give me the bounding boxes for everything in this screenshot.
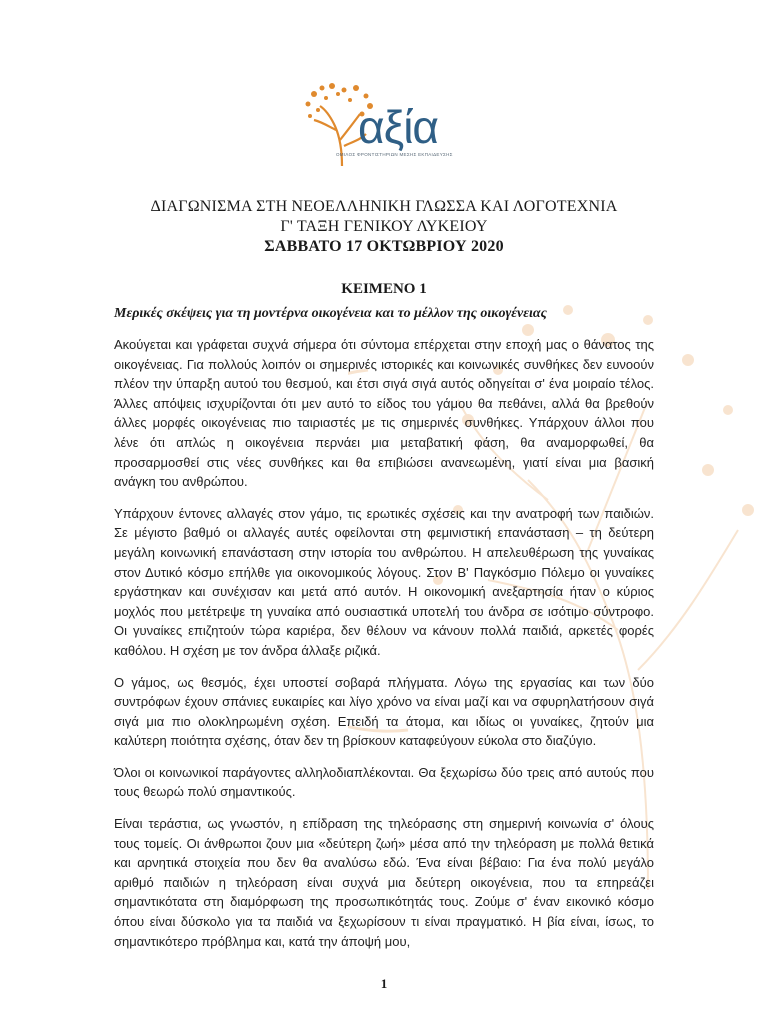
exam-title: ΔΙΑΓΩΝΙΣΜΑ ΣΤΗ ΝΕΟΕΛΛΗΝΙΚΗ ΓΛΩΣΣΑ ΚΑΙ ΛΟΓΟΤΕΧΝΙΑ xyxy=(150,198,618,215)
text-title: ΚΕΙΜΕΝΟ 1 xyxy=(341,281,427,297)
exam-class: Γ' ΤΑΞΗ ΓΕΝΙΚΟΥ ΛΥΚΕΙΟΥ xyxy=(280,218,488,235)
paragraph: Όλοι οι κοινωνικοί παράγοντες αλληλοδιαπλέκονται. Θα ξεχωρίσω δύο τρεις από αυτούς που τους θεωρώ πολύ σημαντικούς. xyxy=(114,764,654,800)
paragraph: Είναι τεράστια, ως γνωστόν, η επίδραση της τηλεόρασης στη σημερινή κοινωνία σ' όλους τους τομείς. Οι άνθρωποι ζουν μια «δεύτερη ζωή» μέσα από την τηλεόραση με πολλά θετικά και αρνητικά στοιχεία που δεν θα αναλύσω εδώ. Ένα είναι βέβαιο: Για ένα πολύ μεγάλο αριθμό παιδιών η τηλεόραση είναι συχνά μια δεύτερη οικογένεια, που τα επηρεάζει σημαντικότατα στη διαμόρφωση της προσωπικότητάς τους. Ζούμε σ' έναν εικονικό κόσμο όπου είναι δύσκολο για τα παιδιά να ξεχωρίσουν τι είναι πραγματικό. Η βία είναι, ίσως, το σημαντικότερο πρόβλημα και, κατά την άποψή μου, xyxy=(114,816,654,949)
paragraph: Ακούγεται και γράφεται συχνά σήμερα ότι σύντομα επέρχεται στην εποχή μας ο θάνατος της οικογένειας. Για πολλούς λοιπόν οι σημερινές ιστορικές και κοινωνικές συνθήκες δεν ευνοούν πλέον την ύπαρξη αυτού του θεσμού, και έτσι σιγά σιγά αυτός οδηγείται σ' ένα μοιραίο τέλος. Άλλες απόψεις ισχυρίζονται ότι μεν αυτό το είδος του γάμου θα πεθάνει, αλλά θα βρεθούν άλλες μορφές οικογένειας πιο ταιριαστές με τις σημερινές συνθήκες. Υπάρχουν άλλοι που λένε ότι απλώς η οικογένεια περνάει μια μεταβατική φάση, θα αναμορφωθεί, θα προσαρμοσθεί στις νέες συνθήκες και θα επιβιώσει ανανεωμένη, γιατί είναι μια βασική ανάγκη του ανθρώπου. xyxy=(114,337,654,490)
logo-tagline: ΟΜΙΛΟΣ ΦΡΟΝΤΙΣΤΗΡΙΩΝ ΜΕΣΗΣ ΕΚΠΑΙΔΕΥΣΗΣ xyxy=(336,152,453,157)
body-text xyxy=(114,335,654,963)
text-subtitle: Μερικές σκέψεις για τη μοντέρνα οικογένεια και το μέλλον της οικογένειας xyxy=(114,306,547,321)
logo-wordmark: αξία xyxy=(358,101,439,153)
exam-date: ΣΑΒΒΑΤΟ 17 ΟΚΤΩΒΡΙΟΥ 2020 xyxy=(264,238,504,255)
paragraph: Ο γάμος, ως θεσμός, έχει υποστεί σοβαρά πλήγματα. Λόγω της εργασίας και των δύο συντρόφων έχουν σπάνιες ευκαιρίες και λίγο χρόνο να είναι μαζί και να σφυρηλατήσουν σιγά σιγά μια πιο ολοκληρωμένη σχέση. Επειδή τα άτομα, και ιδίως οι γυναίκες, ζητούν μια καλύτερη ποιότητα σχέσης, όταν δεν τη βρίσκουν καταφεύγουν εύκολα στο διαζύγιο. xyxy=(114,674,654,749)
page-number: 1 xyxy=(380,976,388,991)
paragraph: Υπάρχουν έντονες αλλαγές στον γάμο, τις ερωτικές σχέσεις και την ανατροφή των παιδιών. Σε μέγιστο βαθμό οι αλλαγές αυτές οφείλονται στη φεμινιστική επανάσταση – τη δεύτερη μεγάλη κοινωνική επανάσταση στην ιστορία του ανθρώπου. Η απελευθέρωση της γυναίκας στον Δυτικό κόσμο επήλθε για οικονομικούς λόγους. Στον Β' Παγκόσμιο Πόλεμο οι γυναίκες εργάστηκαν και συνέχισαν και μετά από αυτόν. Η οικονομική ανεξαρτησία ήταν ο κύριος μοχλός που μετέτρεψε τη γυναίκα από ουσιαστικά υποτελή του άνδρα σε ισότιμο σύντροφο. Οι γυναίκες επιζητούν τώρα καριέρα, δεν θέλουν να κάνουν πολλά παιδιά, αρκετές φορές καθόλου. Η σχέση με τον άνδρα άλλαξε ριζικά. xyxy=(114,505,654,658)
